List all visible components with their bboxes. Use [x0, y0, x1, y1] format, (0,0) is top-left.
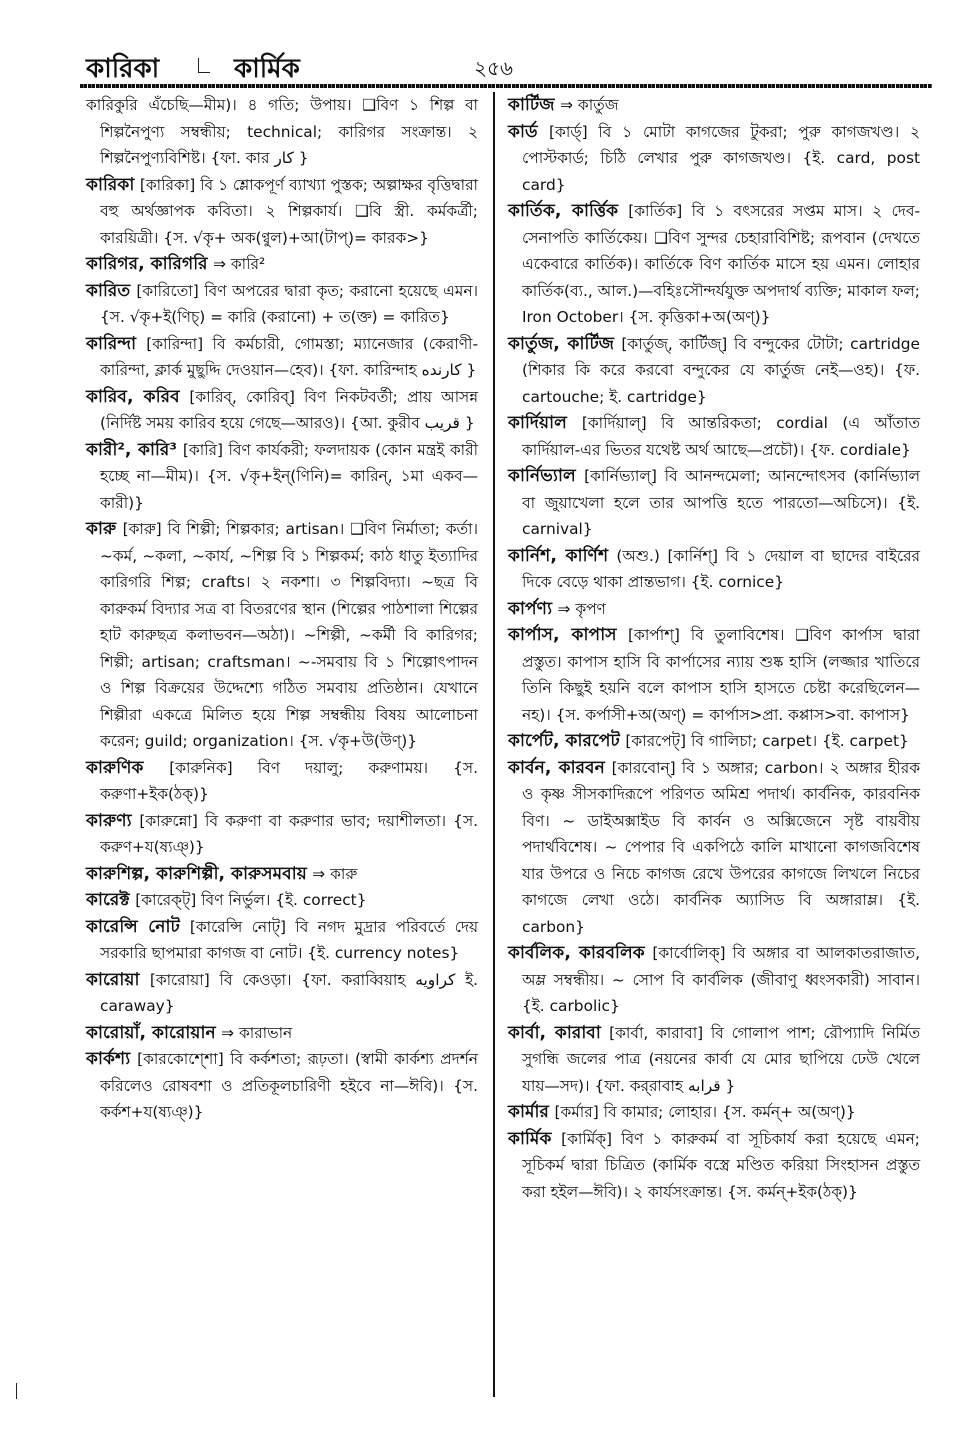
- dictionary-entry: [86, 516, 478, 755]
- dictionary-entry: [86, 278, 478, 331]
- dictionary-entry: [86, 251, 478, 278]
- entry-headword: কারুশিল্প, কারুশিল্পী, কারুসমবায়: [86, 863, 307, 884]
- entry-headword: কারুণ্য: [86, 810, 132, 831]
- entry-headword: কারিন্দা: [86, 333, 137, 354]
- dictionary-entry: [86, 331, 478, 384]
- entry-headword: কারিত: [86, 280, 131, 301]
- entry-headword: কার্বলিক, কারবলিক: [508, 943, 645, 963]
- entry-definition: [কার্দিয়াল্] বি আন্তরিকতা; cordial (এ আঁতাত কার্দিয়াল-এর ভিতর যথেষ্ট অর্থ আছে—প্রচৌ)। {ফ. cordiale}: [522, 414, 920, 459]
- entry-definition: [কার্পাশ্] বি তুলাবিশেষ। ❑বিণ কার্পাস দ্বারা প্রস্তুত। কাপাস হাসি বি কার্পাসের ন্যায় শুষ্ক হাসি (লজ্জার খাতিরে তিনি কিছুই হয়নি বলে কাপাস হাসি হাসতে চেষ্টা করেছিলেন—নহ)। {স. কর্পাসী+অ(অণ্) = কার্পাস>প্রা. কপ্পাস>বা. কাপাস}: [522, 626, 921, 724]
- dictionary-entry: [508, 596, 920, 623]
- entry-definition: ⇒ কারি²: [213, 255, 266, 273]
- right-column: [508, 92, 920, 1205]
- column-divider: [493, 92, 495, 1397]
- entry-headword: কার্পেট, কারপেট: [508, 731, 620, 751]
- entry-definition: কারিকুরি এঁচেছি—মীম)। ৪ গতি; উপায়। ❑বিণ ১ শিল্প বা শিল্পনৈপুণ্য সম্বন্ধীয়; technical; কারিগর সংক্রান্ত। ২ শিল্পনৈপুণ্যবিশিষ্ট। {ফা. কার کار }: [86, 96, 478, 167]
- entry-definition: (অশু.) [কার্নিশ্] বি ১ দেয়াল বা ছাদের বাইরের দিকে বেড়ে থাকা প্রান্তভাগ। {ই. cornice}: [522, 546, 920, 591]
- dictionary-entry: [508, 543, 920, 596]
- entry-headword: কার্নিভ্যাল: [508, 466, 576, 486]
- dictionary-entry: [508, 1020, 920, 1100]
- entry-headword: কার্বন, কারবন: [508, 757, 605, 778]
- entry-headword: কারুণিক: [86, 757, 144, 778]
- dictionary-entry: [86, 437, 478, 517]
- entry-definition: [কার্বা, কারাবা] বি গোলাপ পাশ; রৌপ্যাদি নির্মিত সুগন্ধি জলের পাত্র (নয়নের কার্বা যে মোর ছাপিয়ে ঢেউ খেলে যায়—সদ)। {ফা. কর্‌রাবাহ قرابه }: [522, 1023, 921, 1095]
- entry-headword: কার্তিক, কার্ত্তিক: [508, 201, 619, 221]
- dictionary-entry: [508, 1099, 920, 1126]
- entry-headword: কারোয়া: [86, 969, 140, 990]
- entry-headword: কারেন্সি নোট: [86, 916, 180, 937]
- entry-definition: [কারপেট্] বি গালিচা; carpet। {ই. carpet}: [625, 732, 909, 750]
- page-number: ২৫৬: [474, 56, 513, 80]
- dictionary-entry: [86, 1046, 478, 1126]
- entry-headword: কার্মার: [508, 1102, 549, 1122]
- entry-definition: [কার্তুজ্, কার্টিজ্] বি বন্দুকের টোটা; cartridge (শিকার কি করে করবো বন্দুকের যে কার্তুজ নেই—ওহ)। {ফ. cartouche; ই. cartridge}: [522, 334, 920, 406]
- dictionary-entry: [86, 861, 478, 888]
- entry-headword: কারী², কারি³: [86, 439, 177, 460]
- entry-definition: ⇒ কারু: [312, 864, 358, 883]
- entry-definition: [কারেন্সি নোট্] বি নগদ মুদ্রার পরিবর্তে দেয় সরকারি ছাপমারা কাগজ বা নোট। {ই. currency notes}: [100, 917, 479, 962]
- entry-definition: [কারিন্দা] বি কর্মচারী, গোমস্তা; ম্যানেজার (কেরাণী-কারিন্দা, ক্লার্ক মুছুদ্দি দেওয়ান—হেব)। {ফা. কারিন্দাহ کارنده }: [100, 334, 478, 379]
- entry-definition: [কার্বোলিক্] বি অঙ্গার বা আলকাতরাজাত, অম্ল সম্বন্ধীয়। ~ সোপ বি কার্বলিক (জীবাণু ধ্বংসকারী) সাবান। {ই. carbolic}: [522, 944, 920, 1015]
- guide-separator-icon: [198, 58, 210, 73]
- dictionary-entry: [508, 1126, 920, 1206]
- entry-definition: [কার্তিক] বি ১ বৎসরের সপ্তম মাস। ২ দেব-সেনাপতি কার্তিকেয়। ❑বিণ সুন্দর চেহারাবিশিষ্ট; রূপবান (দেখতে একেবারে কার্তিক)। কার্তিকে বিণ কার্তিক মাসে হয় এমন। লোহার কার্তিক(ব্য., আল.)—বহিঃসৌন্দর্যযুক্ত অপদার্থ ব্যক্তি; মাকাল ফল; Iron October। {স. কৃত্তিকা+অ(অণ্)}: [522, 202, 921, 326]
- entry-headword: কার্কশ্য: [86, 1049, 131, 1069]
- dictionary-entry: [508, 198, 920, 331]
- left-column: [86, 92, 478, 1126]
- entry-headword: কার্পণ্য: [508, 598, 553, 619]
- dictionary-entry: [508, 622, 920, 728]
- entry-definition: [কার্মিক্] বিণ ১ কারুকর্ম বা সূচিকার্য করা হয়েছে এমন; সূচিকর্ম দ্বারা চিত্রিত (কার্মিক বস্ত্রে মণ্ডিত করিয়া সিংহাসন প্রস্তুত করা হইল—ঈবি)। ২ কার্যসংক্রান্ত। {স. কর্মন্+ইক(ঠক্)}: [522, 1129, 920, 1201]
- entry-definition: [কারকোশ্শো] বি কর্কশতা; রূঢ়তা। (স্বামী কার্কশ্য প্রদর্শন করিলেও রোষবশা ও প্রতিকূলচারিণী হইবে না—ঈবি)। {স. কর্কশ+য(ষ্যঞ্)}: [100, 1050, 478, 1121]
- entry-headword: কারিকা: [86, 174, 135, 195]
- dictionary-entry: [86, 808, 478, 861]
- dictionary-entry: [508, 119, 920, 199]
- dictionary-entry: [86, 92, 478, 172]
- entry-headword: কারেক্ট: [86, 890, 130, 910]
- entry-definition: ⇒ কার্তুজ: [560, 96, 619, 114]
- dictionary-entry: [86, 172, 478, 252]
- dictionary-entry: [86, 887, 478, 914]
- entry-definition: [কার্নিভ্যাল্] বি আনন্দমেলা; আনন্দোৎসব (কার্নিভ্যাল বা জুয়াখেলা হলে তার আপত্তি হতে পারতো—অচিসে)। {ই. carnival}: [522, 467, 921, 538]
- header-rule: [80, 84, 932, 88]
- entry-definition: [কারিব্, কোরিব্] বিণ নিকটবর্তী; প্রায় আসন্ন (নির্দিষ্ট সময় কারিব হয়ে গেছে—আরও)। {আ. কুরীব قريب }: [100, 387, 478, 432]
- dictionary-entry: [86, 384, 478, 437]
- entry-definition: [কারেক্ট্] বিণ নির্ভুল। {ই. correct}: [135, 891, 367, 909]
- entry-definition: [কারোয়া] বি কেওড়া। {ফা. করাব্বিয়াহ کراویه ই. caraway}: [100, 970, 478, 1015]
- dictionary-entry: [508, 92, 920, 119]
- entry-definition: [কারিতো] বিণ অপরের দ্বারা কৃত; করানো হয়েছে এমন। {স. √কৃ+ই(ণিচ্) = কারি (করানো) + ত(ক্ত) = কারিত}: [100, 281, 479, 326]
- margin-mark: [16, 1383, 17, 1399]
- dictionary-entry: [86, 755, 478, 808]
- entry-definition: [কারবোন্] বি ১ অঙ্গার; carbon। ২ অঙ্গার হীরক ও কৃষ্ণ সীসকাদিরূপে পরিণত অমিশ্র পদার্থ। কার্বনিক, কারবনিক বিণ। ~ ডাইঅক্সাইড বি কার্বন ও অক্সিজেনে সৃষ্ট বায়বীয় পদার্থবিশেষ। ~ পেপার বি একপিঠে কালি মাখানো কাগজবিশেষ যার উপরে ও নিচে কাগজ রেখে উপরের কাগজে লিখলে নিচের কাগজে লেখা ওঠে। কার্বনিক অ্যাসিড বি অঙ্গারাম্ল। {ই. carbon}: [522, 758, 920, 936]
- page-header: [86, 44, 918, 84]
- entry-headword: কারু: [86, 519, 117, 539]
- entry-headword: কারোয়াঁ, কারোয়ান: [86, 1022, 216, 1043]
- entry-headword: কার্বা, কারাবা: [508, 1022, 601, 1043]
- dictionary-entry: [508, 463, 920, 543]
- dictionary-entry: [508, 940, 920, 1020]
- entry-headword: কার্মিক: [508, 1128, 552, 1149]
- entry-definition: [কারু] বি শিল্পী; শিল্পকার; artisan। ❑বিণ নির্মাতা; কর্তা। ~কর্ম, ~কলা, ~কার্য, ~শিল্প বি ১ শিল্পকর্ম; কাঠ ধাতু ইত্যাদির কারিগরি শিল্প; crafts। ২ নকশা। ৩ শিল্পবিদ্যা। ~ছত্র বি কারুকর্ম বিদ্যার সত্র বা বিতরণের স্থান (শিল্পের পাঠশালা শিল্পের হাট কারুছত্র কলাভবন—অঠা)। ~শিল্পী, ~কর্মী বি কারিগর; শিল্পী; artisan; craftsman। ~-সমবায় বি ১ শিল্পোৎপাদন ও শিল্প বিক্রয়ের উদ্দেশ্যে গঠিত সমবায় প্রতিষ্ঠান। যেখানে শিল্পীরা একত্রে মিলিত হয়ে শিল্প সম্বন্ধীয় বিষয় আলোচনা করেন; guild; organization। {স. √কৃ+উ(উণ্)}: [100, 520, 479, 750]
- dictionary-entry: [508, 728, 920, 755]
- entry-headword: কারিগর, কারিগরি: [86, 254, 208, 274]
- entry-headword: কার্ড: [508, 121, 538, 142]
- guide-word-left: কারিকা: [86, 54, 160, 84]
- dictionary-entry: [508, 755, 920, 941]
- entry-headword: কার্পাস, কাপাস: [508, 625, 617, 645]
- entry-definition: ⇒ কৃপণ: [557, 599, 606, 618]
- dictionary-entry: [508, 410, 920, 463]
- dictionary-entry: [508, 331, 920, 411]
- entry-definition: [কারি] বিণ কার্যকরী; ফলদায়ক (কোন মন্ত্রই কারী হচ্ছে না—মীম)। {স. √কৃ+ইন্(ণিনি)= কারিন্, ১মা একব— কারী)}: [100, 440, 478, 512]
- entry-definition: [কারিকা] বি ১ শ্লোকপূর্ণ ব্যাখ্যা পুস্তক; অল্পাক্ষর বৃত্তিদ্বারা বহু অর্থজ্ঞাপক কবিতা। ২ শিল্পকার্য। ❑বি স্ত্রী. কর্মকর্ত্রী; কারয়িত্রী। {স. √কৃ+ অক(ণ্বুল)+আ(টাপ্)= কারক>}: [100, 175, 478, 247]
- entry-definition: [কর্মার] বি কামার; লোহার। {স. কর্মন্+ অ(অণ্)}: [554, 1103, 856, 1121]
- entry-headword: কার্দিয়াল: [508, 413, 567, 433]
- entry-definition: [কার্ড্] বি ১ মোটা কাগজের টুকরা; পুরু কাগজখণ্ড। ২ পোস্টকার্ড; চিঠি লেখার পুরু কাগজখণ্ড। {ই. card, post card}: [522, 122, 921, 194]
- guide-word-right: কার্মিক: [234, 54, 300, 84]
- entry-headword: কার্নিশ, কার্ণিশ: [508, 545, 609, 566]
- dictionary-entry: [86, 914, 478, 967]
- entry-definition: [কারুন্নো] বি করুণা বা করুণার ভাব; দয়াশীলতা। {স. করুণ+য(ষ্যঞ্)}: [100, 811, 478, 856]
- entry-headword: কারিব, করিব: [86, 386, 180, 407]
- entry-headword: কার্টিজ: [508, 95, 555, 115]
- entry-definition: [কারুনিক] বিণ দয়ালু; করুণাময়। {স. করুণা+ইক(ঠক্)}: [100, 758, 478, 803]
- entry-definition: ⇒ কারাভান: [221, 1023, 293, 1042]
- entry-headword: কার্তুজ, কার্টিজ: [508, 333, 615, 354]
- dictionary-entry: [86, 1020, 478, 1047]
- dictionary-entry: [86, 967, 478, 1020]
